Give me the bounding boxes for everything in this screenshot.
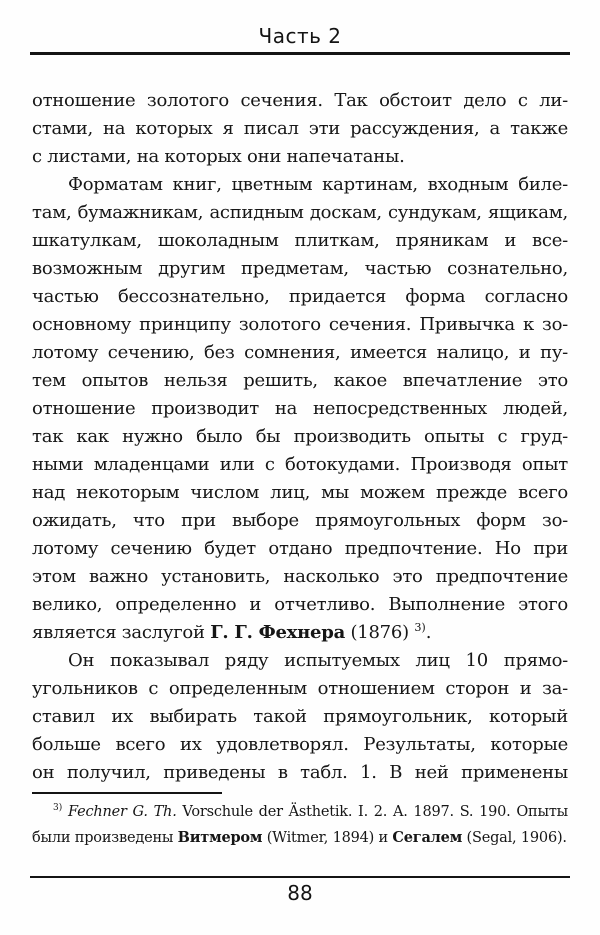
text-line: над некоторым числом лиц, мы можем прежде всего	[32, 482, 568, 503]
footnote	[32, 799, 568, 851]
text-line: лотому сечению будет отдано предпочтение. Но при	[32, 538, 568, 559]
text-line: частью бессознательно, придается форма согласно	[32, 286, 568, 307]
text-segment: (Segal, 1906).	[462, 830, 567, 846]
footnote-separator-rule	[32, 792, 222, 794]
segal-name: Сегалем	[392, 829, 463, 846]
text-line: там, бумажникам, аспидным доскам, сундукам, ящикам,	[32, 202, 568, 223]
text-line-fechner	[32, 619, 568, 647]
text-line: лотому сечению, без сомнения, имеется налицо, и пу-	[32, 342, 568, 363]
fechner-name: Г. Г. Фехнера	[210, 622, 346, 643]
footnote-marker: 3)	[53, 803, 63, 814]
witmer-name: Витмером	[177, 829, 263, 846]
running-header	[0, 24, 600, 48]
text-segment: Vorschule der Ästhetik. I. 2. A. 1897. S. 190. Опыты	[176, 804, 568, 820]
text-line: ставил их выбирать такой прямоугольник, который	[32, 706, 568, 727]
text-line: тем опытов нельзя решить, какое впечатление это	[32, 370, 568, 391]
text-line: Он показывал ряду испытуемых лиц 10 прямо-	[68, 650, 568, 671]
text-segment: (1876)	[345, 622, 415, 643]
text-line: ными младенцами или с ботокудами. Производя опыт	[32, 454, 568, 475]
text-line: отношение производит на непосредственных людей,	[32, 398, 568, 419]
text-line: он получил, приведены в табл. 1. В ней применены	[32, 762, 568, 783]
text-line: угольников с определенным отношением сторон и за-	[32, 678, 568, 699]
text-line: отношение золотого сечения. Так обстоит дело с ли-	[32, 90, 568, 111]
text-segment: (Witmer, 1894) и	[262, 830, 393, 846]
text-line: больше всего их удовлетворял. Результаты, которые	[32, 734, 568, 755]
text-line: этом важно установить, насколько это предпочтение	[32, 566, 568, 587]
text-line: велико, определенно и отчетливо. Выполнение этого	[32, 594, 568, 615]
text-line: Форматам книг, цветным картинам, входным биле-	[68, 174, 568, 195]
footer-rule	[30, 876, 570, 878]
footnote-reference-mark: 3)	[414, 621, 426, 634]
text-line: возможным другим предметам, частью сознательно,	[32, 258, 568, 279]
footnote-author: Fechner G. Th.	[68, 804, 177, 820]
footnote-line	[32, 799, 568, 825]
footnote-line	[32, 825, 568, 851]
header-rule	[30, 52, 570, 55]
text-segment: были произведены	[32, 830, 178, 846]
page-number: 88	[287, 881, 313, 905]
body-text	[32, 87, 568, 787]
text-segment: является заслугой	[32, 622, 211, 643]
text-line: с листами, на которых они напечатаны.	[32, 146, 405, 167]
text-segment: .	[425, 622, 432, 643]
chapter-title: Часть 2	[258, 24, 342, 48]
text-line: стами, на которых я писал эти рассуждения, а также	[32, 118, 568, 139]
text-line: так как нужно было бы производить опыты с груд-	[32, 426, 568, 447]
text-line: шкатулкам, шоколадным плиткам, пряникам и все-	[32, 230, 568, 251]
text-line: основному принципу золотого сечения. Привычка к зо-	[32, 314, 568, 335]
text-line: ожидать, что при выборе прямоугольных форм зо-	[32, 510, 568, 531]
